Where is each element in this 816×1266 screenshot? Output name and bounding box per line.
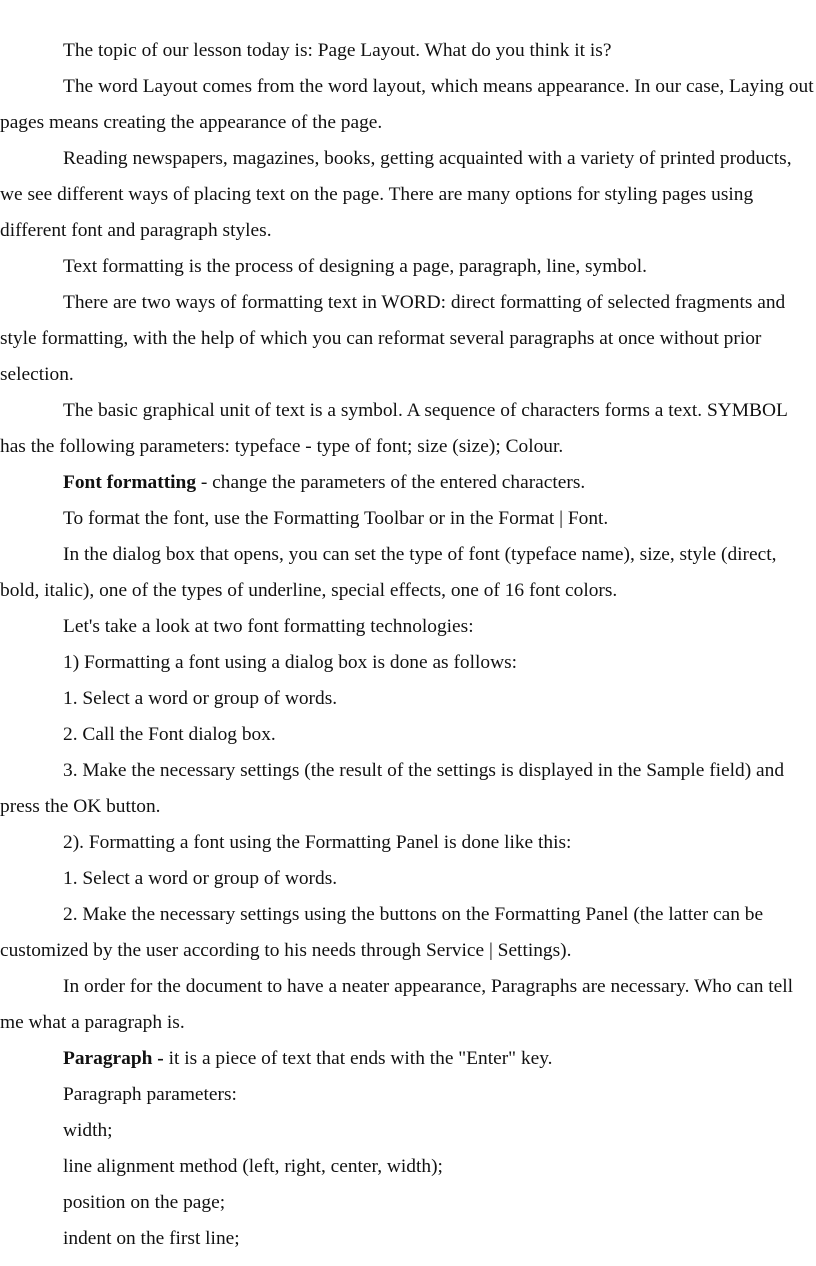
parameter-alignment: line alignment method (left, right, center, width); (63, 1156, 443, 1177)
list-heading-panel-method: 2). Formatting a font using the Formatting Panel is done like this: (63, 832, 572, 853)
parameter-width: width; (63, 1120, 113, 1141)
paragraph-symbol-parameters: The basic graphical unit of text is a symbol. A sequence of characters forms a text. SYMBOL has the following parameters: typeface - type of font; size (size); Colour. (0, 400, 788, 457)
paragraph-printed-products: Reading newspapers, magazines, books, getting acquainted with a variety of printed products, we see different ways of placing text on the page. There are many options for styling pages using different font and paragraph styles. (0, 148, 792, 241)
paragraph-neater-appearance: In order for the document to have a neater appearance, Paragraphs are necessary. Who can tell me what a paragraph is. (0, 976, 794, 1033)
paragraph-layout-meaning: The word Layout comes from the word layout, which means appearance. In our case, Laying out pages means creating the appearance of the page. (0, 76, 814, 133)
parameter-first-line-indent: indent on the first line; (63, 1228, 240, 1249)
parameter-position: position on the page; (63, 1192, 226, 1213)
paragraph-lesson-topic: The topic of our lesson today is: Page Layout. What do you think it is? (63, 40, 612, 61)
paragraph-format-toolbar: To format the font, use the Formatting Toolbar or in the Format | Font. (63, 508, 609, 529)
paragraph-two-ways-formatting: There are two ways of formatting text in WORD: direct formatting of selected fragments and style formatting, with the help of which you can reformat several paragraphs at once without prior selection. (0, 292, 786, 385)
paragraph-definition: Paragraph - it is a piece of text that ends with the "Enter" key. (63, 1048, 553, 1069)
paragraph-font-formatting: Font formatting - change the parameters of the entered characters. (63, 472, 586, 493)
paragraph-dialog-box-options: In the dialog box that opens, you can set the type of font (typeface name), size, style (direct, bold, italic), one of the types of underline, special effects, one of 16 font colors. (0, 544, 777, 601)
list-item-select-words-2: 1. Select a word or group of words. (63, 868, 338, 889)
list-item-make-settings-ok: 3. Make the necessary settings (the result of the settings is displayed in the Sample field) and press the OK button. (0, 760, 785, 817)
list-heading-dialog-method: 1) Formatting a font using a dialog box is done as follows: (63, 652, 518, 673)
font-formatting-term: Font formatting (63, 472, 197, 493)
paragraph-text-formatting-definition: Text formatting is the process of designing a page, paragraph, line, symbol. (63, 256, 647, 277)
list-item-select-words-1: 1. Select a word or group of words. (63, 688, 338, 709)
list-item-call-font-dialog: 2. Call the Font dialog box. (63, 724, 276, 745)
paragraph-term: Paragraph - (63, 1048, 164, 1069)
list-item-panel-settings: 2. Make the necessary settings using the buttons on the Formatting Panel (the latter can be customized by the user according to his needs through Service | Settings). (0, 904, 764, 961)
paragraph-two-technologies: Let's take a look at two font formatting technologies: (63, 616, 474, 637)
paragraph-parameters-heading: Paragraph parameters: (63, 1084, 237, 1105)
